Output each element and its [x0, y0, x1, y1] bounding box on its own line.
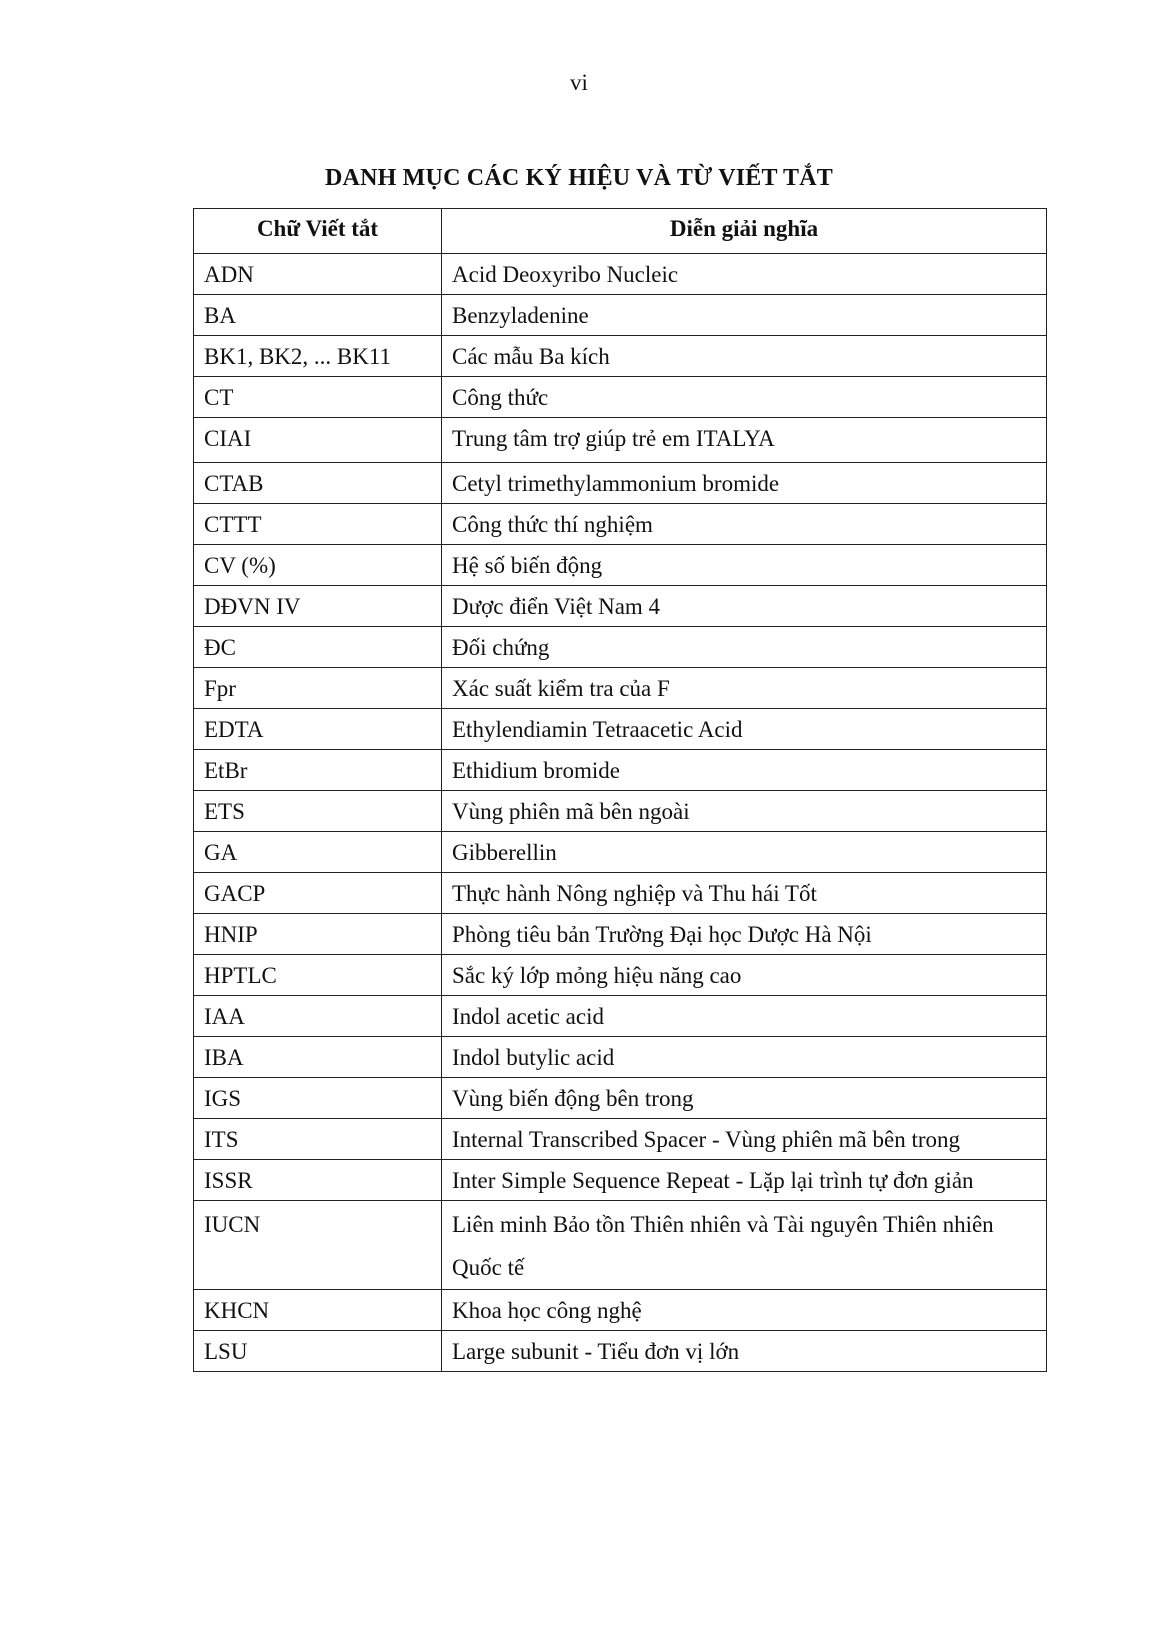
meaning-cell: Indol butylic acid — [442, 1037, 1047, 1078]
meaning-cell: Indol acetic acid — [442, 996, 1047, 1037]
table-row — [194, 832, 1047, 873]
meaning-cell: Ethylendiamin Tetraacetic Acid — [442, 709, 1047, 750]
meaning-cell: Inter Simple Sequence Repeat - Lặp lại trình tự đơn giản — [442, 1160, 1047, 1201]
table-row — [194, 418, 1047, 463]
abbreviation-cell: CV (%) — [194, 545, 442, 586]
table-row — [194, 1119, 1047, 1160]
meaning-cell: Khoa học công nghệ — [442, 1290, 1047, 1331]
table-row — [194, 463, 1047, 504]
table-header-row — [194, 209, 1047, 254]
meaning-cell: Thực hành Nông nghiệp và Thu hái Tốt — [442, 873, 1047, 914]
abbreviation-table — [193, 208, 1047, 1372]
abbreviation-cell: BK1, BK2, ... BK11 — [194, 336, 442, 377]
meaning-cell: Internal Transcribed Spacer - Vùng phiên mã bên trong — [442, 1119, 1047, 1160]
meaning-cell: Các mẫu Ba kích — [442, 336, 1047, 377]
abbreviation-cell: DĐVN IV — [194, 586, 442, 627]
abbreviation-cell: CTTT — [194, 504, 442, 545]
meaning-cell: Gibberellin — [442, 832, 1047, 873]
abbreviation-cell: ITS — [194, 1119, 442, 1160]
table-row — [194, 586, 1047, 627]
abbreviation-cell: ETS — [194, 791, 442, 832]
abbreviation-cell: ADN — [194, 254, 442, 295]
abbreviation-cell: ISSR — [194, 1160, 442, 1201]
table-row — [194, 750, 1047, 791]
table-row — [194, 377, 1047, 418]
table-row — [194, 955, 1047, 996]
abbreviation-cell: CT — [194, 377, 442, 418]
table-row — [194, 1078, 1047, 1119]
abbreviation-cell: GA — [194, 832, 442, 873]
abbreviation-cell: GACP — [194, 873, 442, 914]
table-row — [194, 668, 1047, 709]
abbreviation-cell: HNIP — [194, 914, 442, 955]
abbreviation-cell: BA — [194, 295, 442, 336]
abbreviation-cell: CIAI — [194, 418, 442, 463]
table-row — [194, 996, 1047, 1037]
abbreviation-cell: EDTA — [194, 709, 442, 750]
meaning-cell: Ethidium bromide — [442, 750, 1047, 791]
table-row — [194, 295, 1047, 336]
table-row — [194, 914, 1047, 955]
table-row — [194, 1201, 1047, 1290]
table-row — [194, 1160, 1047, 1201]
page-title: DANH MỤC CÁC KÝ HIỆU VÀ TỪ VIẾT TẮT — [325, 165, 833, 191]
meaning-cell: Hệ số biến động — [442, 545, 1047, 586]
abbreviation-cell: HPTLC — [194, 955, 442, 996]
meaning-cell: Cetyl trimethylammonium bromide — [442, 463, 1047, 504]
abbreviation-cell: KHCN — [194, 1290, 442, 1331]
page-number: vi — [570, 70, 588, 95]
meaning-cell: Công thức thí nghiệm — [442, 504, 1047, 545]
meaning-cell: Phòng tiêu bản Trường Đại học Dược Hà Nội — [442, 914, 1047, 955]
meaning-cell: Đối chứng — [442, 627, 1047, 668]
column-header-abbreviation: Chữ Viết tắt — [194, 209, 442, 254]
table-row — [194, 545, 1047, 586]
table-row — [194, 1290, 1047, 1331]
abbreviation-cell: IAA — [194, 996, 442, 1037]
table-row — [194, 873, 1047, 914]
meaning-cell: Trung tâm trợ giúp trẻ em ITALYA — [442, 418, 1047, 463]
table-row — [194, 1037, 1047, 1078]
table-row — [194, 1331, 1047, 1372]
meaning-cell: Liên minh Bảo tồn Thiên nhiên và Tài nguyên Thiên nhiên Quốc tế — [442, 1201, 1047, 1290]
meaning-cell: Acid Deoxyribo Nucleic — [442, 254, 1047, 295]
table-row — [194, 504, 1047, 545]
abbreviation-cell: IUCN — [194, 1201, 442, 1290]
abbreviation-cell: LSU — [194, 1331, 442, 1372]
abbreviation-cell: CTAB — [194, 463, 442, 504]
table-row — [194, 791, 1047, 832]
meaning-cell: Dược điển Việt Nam 4 — [442, 586, 1047, 627]
abbreviation-cell: EtBr — [194, 750, 442, 791]
meaning-cell: Công thức — [442, 377, 1047, 418]
meaning-cell: Vùng biến động bên trong — [442, 1078, 1047, 1119]
meaning-cell: Xác suất kiểm tra của F — [442, 668, 1047, 709]
meaning-cell: Sắc ký lớp mỏng hiệu năng cao — [442, 955, 1047, 996]
meaning-cell: Vùng phiên mã bên ngoài — [442, 791, 1047, 832]
table-row — [194, 336, 1047, 377]
table-row — [194, 254, 1047, 295]
abbreviation-cell: IGS — [194, 1078, 442, 1119]
abbreviation-cell: IBA — [194, 1037, 442, 1078]
abbreviation-cell: ĐC — [194, 627, 442, 668]
meaning-cell: Large subunit - Tiểu đơn vị lớn — [442, 1331, 1047, 1372]
column-header-meaning: Diễn giải nghĩa — [442, 209, 1047, 254]
table-row — [194, 709, 1047, 750]
table-row — [194, 627, 1047, 668]
abbreviation-cell: Fpr — [194, 668, 442, 709]
meaning-cell: Benzyladenine — [442, 295, 1047, 336]
